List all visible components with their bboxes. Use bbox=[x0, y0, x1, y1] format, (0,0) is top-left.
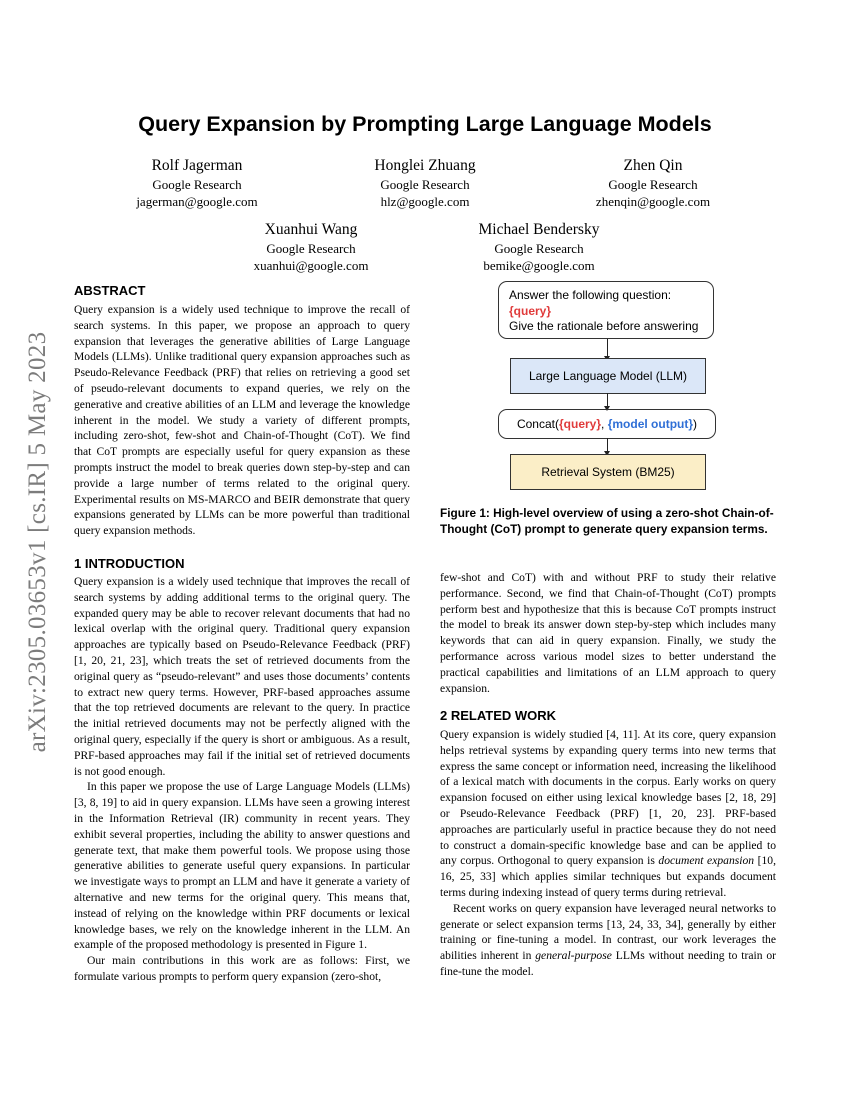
author-block bbox=[77, 156, 317, 210]
author-affiliation: Google Research bbox=[494, 241, 584, 256]
concat-prefix: Concat( bbox=[516, 417, 559, 431]
abstract-text: Query expansion is a widely used technique to improve the recall of search systems. In this paper, we propose an approach to query expansion that leverages the generative abilities of Large Language Models (LLMs). Unlike traditional query expansion approaches such as Pseudo-Relevance Feedback (PRF) that relies on retrieving a good set of pseudo-relevant documents to expand queries, we rely on the generative and creative abilities of an LLM and leverage the knowledge inherent in the model. We study a variety of different prompts, including zero-shot, few-shot and Chain-of-Thought (CoT). We find that CoT prompts are especially useful for query expansion as these prompts instruct the model to break queries down step-by-step and can provide a large number of terms related to the original query. Experimental results on MS-MARCO and BEIR demonstrate that query expansions generated by LLMs can be more powerful than traditional query expansion methods. bbox=[74, 303, 410, 538]
author-affiliation: Google Research bbox=[266, 241, 356, 256]
author-email: xuanhui@google.com bbox=[253, 258, 369, 273]
related-work-heading: 2 RELATED WORK bbox=[440, 708, 557, 723]
introduction-heading: 1 INTRODUCTION bbox=[74, 556, 185, 571]
figure-1-diagram bbox=[440, 270, 776, 520]
introduction-paragraph: In this paper we propose the use of Large Language Models (LLMs) [3, 8, 19] to aid in query expansion. LLMs have seen a growing interest in the Information Retrieval (IR) community in recent years. They exhibit several properties, including the ability to answer questions and generate text, that make them powerful tools. We propose using those generative abilities to generate useful query expansions. In particular we investigate ways to prompt an LLM and have it generate a variety of alternative and new terms for the original query. This means that, instead of relying on the knowledge within PRF documents or lexical knowledge bases, we rely on the knowledge inherent in the LLM. An example of the proposed methodology is presented in Figure 1. bbox=[74, 780, 410, 952]
prompt-box bbox=[498, 281, 714, 339]
paper-title: Query Expansion by Prompting Large Language Models bbox=[138, 112, 712, 136]
author-block bbox=[419, 220, 659, 274]
related-work-body bbox=[440, 727, 776, 980]
author-name: Xuanhui Wang bbox=[264, 221, 358, 238]
emphasis-general-purpose: general-purpose bbox=[535, 949, 612, 963]
author-name: Zhen Qin bbox=[623, 157, 683, 174]
introduction-body-right bbox=[440, 570, 776, 696]
prompt-query-placeholder: {query} bbox=[509, 303, 552, 318]
concat-query-placeholder: {query} bbox=[559, 417, 602, 431]
flow-arrow bbox=[607, 393, 608, 407]
concat-box bbox=[498, 409, 716, 439]
author-affiliation: Google Research bbox=[608, 177, 698, 192]
author-block bbox=[533, 156, 773, 210]
author-email: zhenqin@google.com bbox=[595, 194, 711, 209]
arxiv-identifier-text: arXiv:2305.03653v1 [cs.IR] 5 May 2023 bbox=[24, 331, 51, 753]
related-work-paragraph: Recent works on query expansion have leveraged neural networks to generate or select expansion terms [13, 24, 33, 34], generally by either training or fine-tuning a model. In contrast, our work leverages the abilities inherent in general-purpose LLMs without needing to train or fine-tune the model. bbox=[440, 901, 776, 978]
author-email: bemike@google.com bbox=[483, 258, 595, 273]
author-email: hlz@google.com bbox=[380, 194, 470, 209]
introduction-paragraph: Query expansion is a widely used technique that improves the recall of search systems by adding additional terms to the original query. The expanded query may be able to recover relevant documents that had no lexical overlap with the original query. Traditional query expansion approaches are typically based on Pseudo-Relevance Feedback (PRF) [1, 20, 21, 23], which treats the set of retrieved documents from the original query as “pseudo-relevant” and uses those documents’ contents to extract new query terms. However, PRF-based approaches assume that the top retrieved documents are relevant to the query. In practice the initial retrieved documents may not be perfectly aligned with the original query, especially if the query is short or ambiguous. As a result, PRF-based approaches may fail if the initial set of retrieved documents is not good enough. bbox=[74, 575, 410, 778]
concat-suffix: ) bbox=[693, 417, 698, 431]
related-work-paragraph: Query expansion is widely studied [4, 11]. At its core, query expansion helps retrieval systems by expanding query terms into new terms that express the same concept or information need, increasing the likelihood of a lexical match with documents in the corpus. Early works on query expansion focused on either using lexical knowledge bases [2, 18, 29] or Pseudo-Relevance Feedback (PRF) [1, 20, 23]. PRF-based approaches are particularly useful in practice because they do not need to construct a domain-specific knowledge base and can be applied to any corpus. Orthogonal to query expansion is document expansion [10, 16, 25, 33] which applies similar techniques but expands document terms during indexing instead of query terms during retrieval. bbox=[440, 728, 776, 899]
prompt-line: Answer the following question: bbox=[509, 288, 672, 302]
figure-1-caption: Figure 1: High-level overview of using a zero-shot Chain-of-Thought (CoT) prompt to generate query expansion terms. bbox=[440, 506, 774, 536]
author-name: Rolf Jagerman bbox=[151, 157, 243, 174]
llm-label: Large Language Model (LLM) bbox=[528, 369, 688, 383]
flow-arrow bbox=[607, 339, 608, 357]
abstract-body bbox=[74, 302, 410, 539]
emphasis-document-expansion: document expansion bbox=[658, 854, 755, 868]
concat-separator: , bbox=[601, 417, 608, 431]
arxiv-side-identifier bbox=[18, 305, 58, 780]
llm-box bbox=[510, 358, 706, 394]
author-affiliation: Google Research bbox=[152, 177, 242, 192]
introduction-paragraph: few-shot and CoT) with and without PRF to study their relative performance. Second, we find that Chain-of-Thought (CoT) prompts perform best and hypothesize that this is because CoT prompts instruct the model to break its answer down step-by-step which includes many keywords that can aid in query expansion. Finally, we study the performance across various model sizes to better understand the practical capabilities and limitations of an LLM approach to query expansion. bbox=[440, 571, 776, 695]
introduction-paragraph: Our main contributions in this work are as follows: First, we formulate various prompts to perform query expansion (zero-shot, bbox=[74, 954, 410, 983]
author-name: Honglei Zhuang bbox=[374, 157, 476, 174]
concat-model-output-placeholder: {model output} bbox=[607, 417, 694, 431]
flow-arrow bbox=[607, 438, 608, 452]
introduction-body-left bbox=[74, 574, 410, 985]
author-block bbox=[305, 156, 545, 210]
prompt-line: Give the rationale before answering bbox=[509, 319, 699, 333]
author-affiliation: Google Research bbox=[380, 177, 470, 192]
abstract-heading: ABSTRACT bbox=[74, 283, 146, 298]
author-name: Michael Bendersky bbox=[478, 221, 600, 238]
retrieval-label: Retrieval System (BM25) bbox=[541, 465, 675, 479]
author-email: jagerman@google.com bbox=[136, 194, 258, 209]
author-block bbox=[191, 220, 431, 274]
retrieval-box bbox=[510, 454, 706, 490]
